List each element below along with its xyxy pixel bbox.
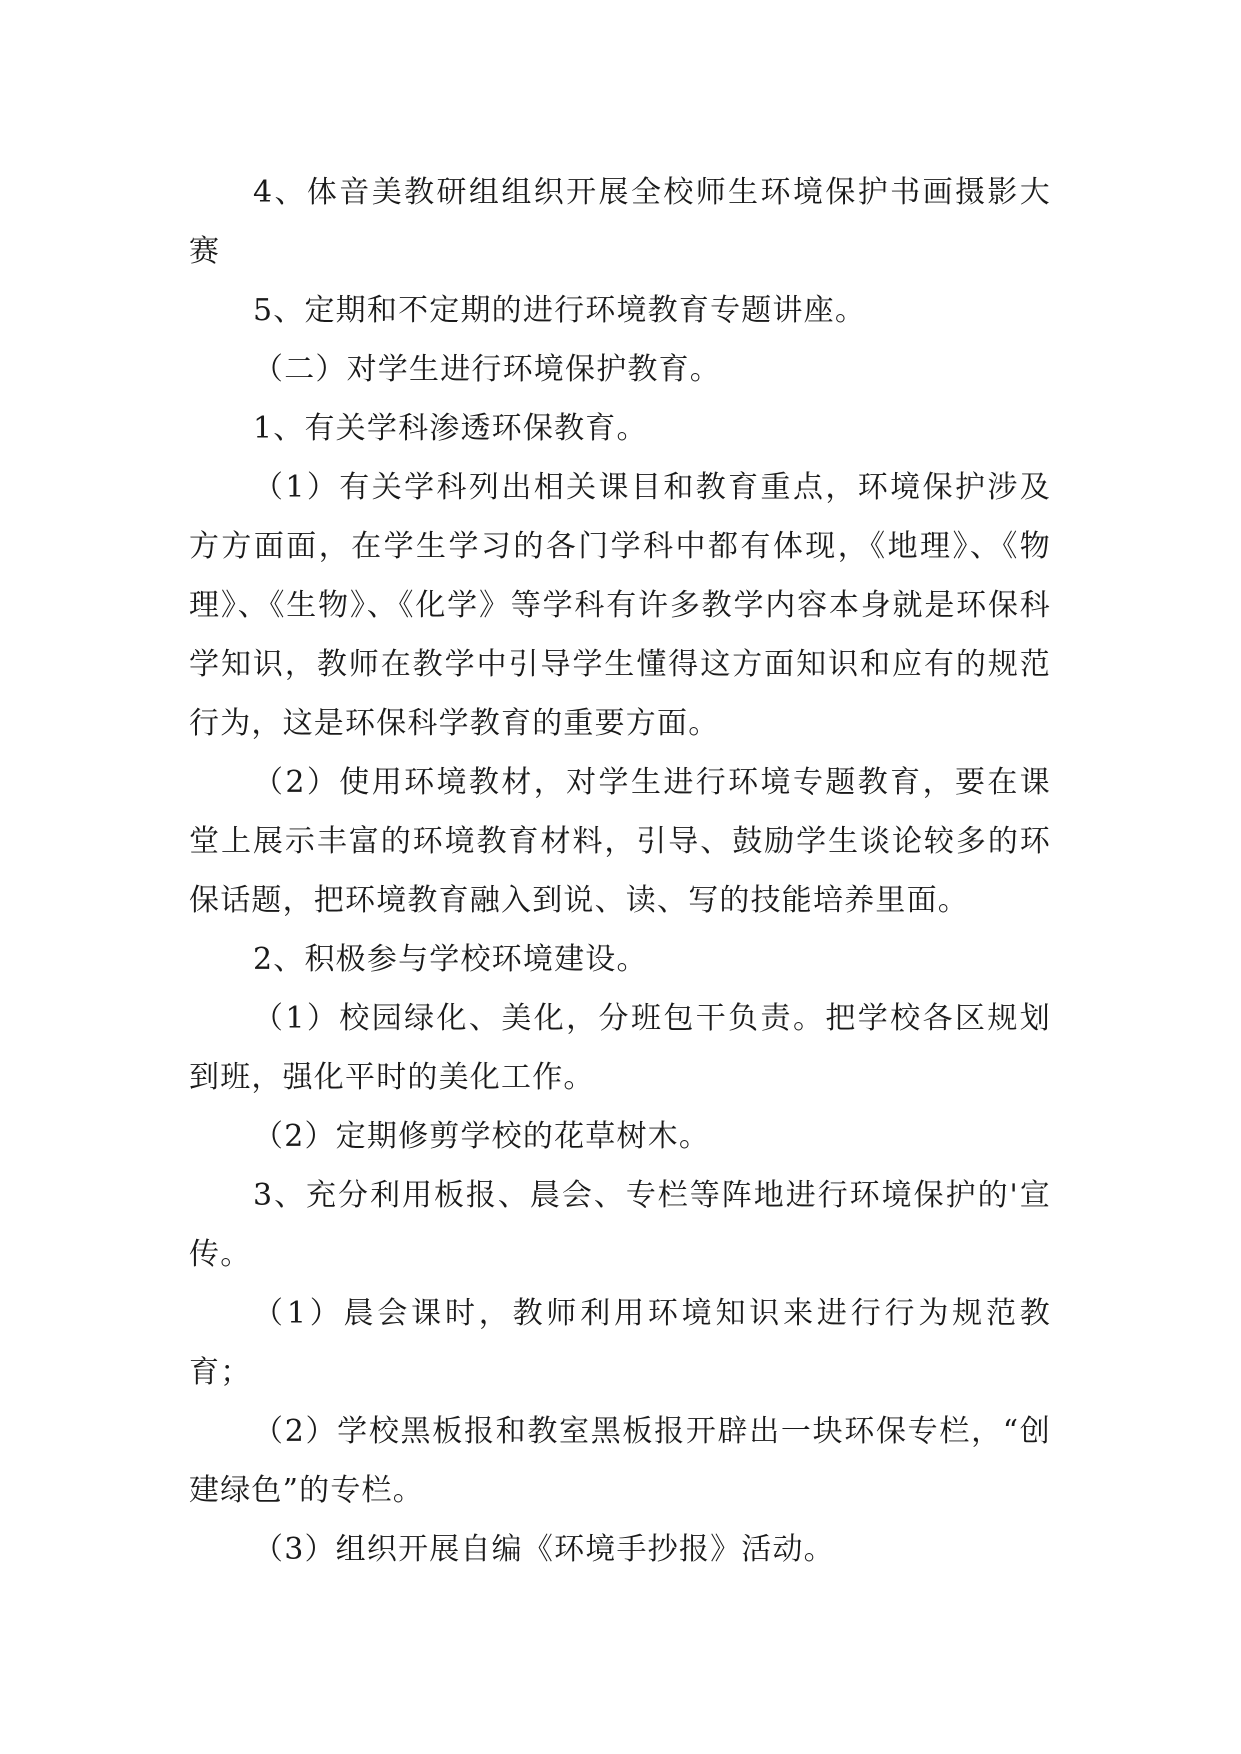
paragraph-item-1-subject-integration: 1、有关学科渗透环保教育。	[253, 411, 648, 446]
paragraph-subitem-1-greening: （1）校园绿化、美化，分班包干负责。把学校各区规划到班，强化平时的美化工作。	[189, 1001, 1051, 1095]
paragraph-item-4-art-contest: 4、体音美教研组组织开展全校师生环境保护书画摄影大赛	[189, 175, 1051, 269]
section-heading-student-education: （二）对学生进行环境保护教育。	[253, 352, 721, 387]
paragraph-item-2-school-environment: 2、积极参与学校环境建设。	[253, 942, 648, 977]
paragraph-subitem-2-blackboard: （2）学校黑板报和教室黑板报开辟出一块环保专栏，“创建绿色”的专栏。	[189, 1414, 1051, 1508]
paragraph-subitem-3-handwritten-newspaper: （3）组织开展自编《环境手抄报》活动。	[253, 1532, 835, 1567]
paragraph-subitem-1-morning-meeting: （1）晨会课时，教师利用环境知识来进行行为规范教育；	[189, 1296, 1051, 1390]
paragraph-item-3-publicity: 3、充分利用板报、晨会、专栏等阵地进行环境保护的'宣传。	[189, 1178, 1051, 1272]
paragraph-subitem-1-subjects: （1）有关学科列出相关课目和教育重点，环境保护涉及方方面面，在学生学习的各门学科中都有体现，《地理》、《物理》、《生物》、《化学》等学科有许多教学内容本身就是环保科学知识，教师在教学中引导学生懂得这方面知识和应有的规范行为，这是环保科学教育的重要方面。	[189, 470, 1051, 741]
paragraph-item-5-lectures: 5、定期和不定期的进行环境教育专题讲座。	[253, 293, 867, 328]
paragraph-subitem-2-pruning: （2）定期修剪学校的花草树木。	[253, 1119, 711, 1154]
paragraph-subitem-2-materials: （2）使用环境教材，对学生进行环境专题教育，要在课堂上展示丰富的环境教育材料，引导、鼓励学生谈论较多的环保话题，把环境教育融入到说、读、写的技能培养里面。	[189, 765, 1051, 918]
document-body	[189, 163, 1051, 1579]
